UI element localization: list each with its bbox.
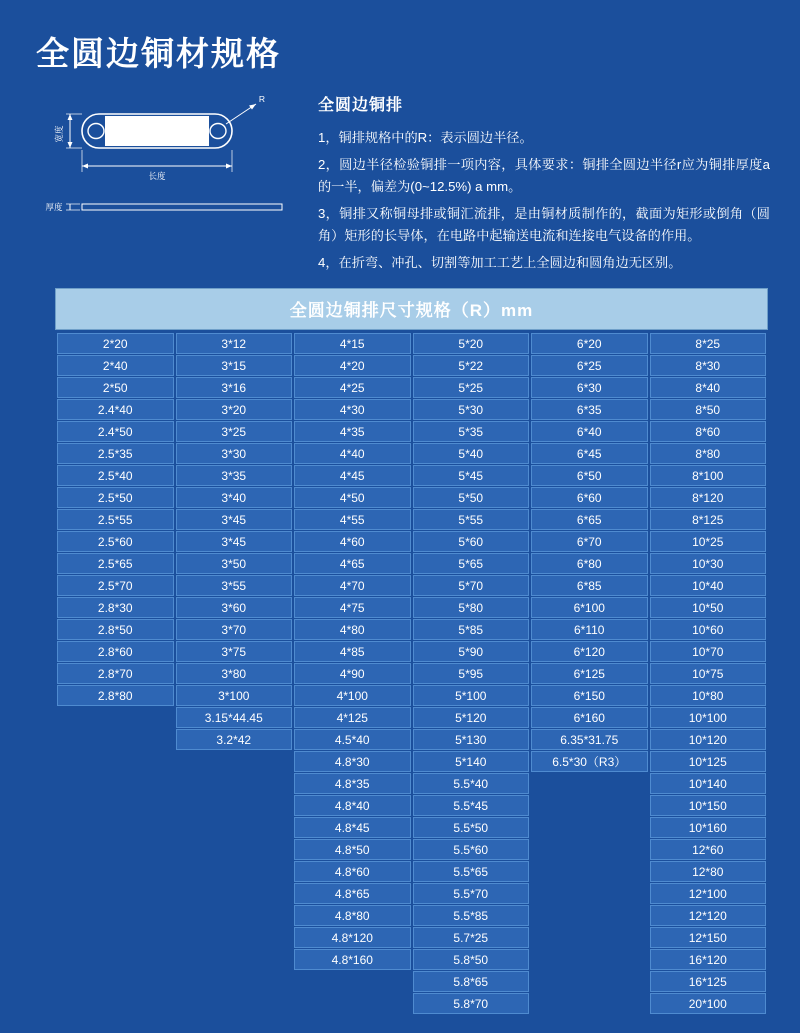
table-row	[57, 377, 766, 398]
table-row	[57, 971, 766, 992]
table-cell: 4.8*120	[294, 927, 411, 948]
table-cell: 10*120	[650, 729, 767, 750]
table-row	[57, 751, 766, 772]
table-cell-empty	[57, 927, 174, 948]
table-cell: 4*80	[294, 619, 411, 640]
table-cell: 4.8*45	[294, 817, 411, 838]
table-cell: 4*75	[294, 597, 411, 618]
table-cell: 4*125	[294, 707, 411, 728]
table-row	[57, 465, 766, 486]
table-cell: 12*60	[650, 839, 767, 860]
table-cell-empty	[531, 883, 648, 904]
table-cell-empty	[176, 795, 293, 816]
table-cell-empty	[531, 905, 648, 926]
table-cell: 2*50	[57, 377, 174, 398]
table-cell: 8*40	[650, 377, 767, 398]
table-cell: 6.35*31.75	[531, 729, 648, 750]
table-cell: 2.4*50	[57, 421, 174, 442]
table-cell: 6.5*30（R3）	[531, 751, 648, 772]
table-cell: 4*55	[294, 509, 411, 530]
table-cell-empty	[176, 751, 293, 772]
table-cell: 10*80	[650, 685, 767, 706]
table-cell: 4*35	[294, 421, 411, 442]
table-cell: 3*35	[176, 465, 293, 486]
table-cell: 5*100	[413, 685, 530, 706]
table-cell: 20*100	[650, 993, 767, 1014]
table-cell: 3*20	[176, 399, 293, 420]
table-cell-empty	[57, 993, 174, 1014]
table-cell-empty	[176, 971, 293, 992]
table-cell: 8*100	[650, 465, 767, 486]
table-row	[57, 993, 766, 1014]
table-cell: 4*100	[294, 685, 411, 706]
table-cell: 5.5*70	[413, 883, 530, 904]
table-cell: 6*80	[531, 553, 648, 574]
table-cell: 2.8*30	[57, 597, 174, 618]
table-cell-empty	[176, 949, 293, 970]
table-cell: 12*150	[650, 927, 767, 948]
table-row	[57, 817, 766, 838]
table-cell: 4*40	[294, 443, 411, 464]
table-cell: 2.5*50	[57, 487, 174, 508]
table-cell: 5.5*45	[413, 795, 530, 816]
table-cell: 4*30	[294, 399, 411, 420]
table-row	[57, 883, 766, 904]
table-cell: 2*40	[57, 355, 174, 376]
table-cell: 3*45	[176, 531, 293, 552]
table-cell: 8*25	[650, 333, 767, 354]
table-cell-empty	[176, 861, 293, 882]
table-row	[57, 773, 766, 794]
diagram-label-width: 宽度	[54, 125, 64, 143]
table-row	[57, 531, 766, 552]
table-row	[57, 949, 766, 970]
table-cell: 8*30	[650, 355, 767, 376]
table-cell: 6*160	[531, 707, 648, 728]
table-cell: 5.5*40	[413, 773, 530, 794]
diagram-label-length: 长度	[148, 171, 166, 181]
table-cell-empty	[176, 839, 293, 860]
table-cell: 5.8*70	[413, 993, 530, 1014]
table-row	[57, 707, 766, 728]
table-cell-empty	[57, 883, 174, 904]
table-cell: 2*20	[57, 333, 174, 354]
busbar-diagram-svg	[30, 92, 285, 252]
table-cell: 5*130	[413, 729, 530, 750]
spec-table	[55, 288, 768, 1015]
table-cell-empty	[176, 773, 293, 794]
table-cell: 2.8*50	[57, 619, 174, 640]
table-cell: 8*120	[650, 487, 767, 508]
table-cell: 6*35	[531, 399, 648, 420]
table-cell: 5.5*60	[413, 839, 530, 860]
table-cell: 2.4*40	[57, 399, 174, 420]
table-cell: 6*65	[531, 509, 648, 530]
spec-table-caption: 全圆边铜排尺寸规格（R）mm	[55, 288, 768, 330]
diagram-label-thickness: 厚度	[45, 202, 63, 212]
table-cell: 4.8*80	[294, 905, 411, 926]
table-cell: 3*80	[176, 663, 293, 684]
table-cell: 6*30	[531, 377, 648, 398]
table-row	[57, 729, 766, 750]
table-cell-empty	[57, 707, 174, 728]
table-cell: 6*125	[531, 663, 648, 684]
table-row	[57, 619, 766, 640]
page-title: 全圆边铜材规格	[36, 35, 281, 72]
table-cell: 8*60	[650, 421, 767, 442]
table-cell: 12*100	[650, 883, 767, 904]
info-paragraph-2: 2，圆边半径检验铜排一项内容，具体要求：铜排全圆边半径r应为铜排厚度a的一半，偏差为(0~12.5%) a mm。	[318, 157, 770, 194]
table-cell: 4*60	[294, 531, 411, 552]
table-cell: 3*15	[176, 355, 293, 376]
table-cell: 5*20	[413, 333, 530, 354]
table-cell: 4.8*35	[294, 773, 411, 794]
table-cell: 5*22	[413, 355, 530, 376]
table-row	[57, 575, 766, 596]
table-cell: 5*120	[413, 707, 530, 728]
busbar-diagram	[30, 92, 285, 252]
info-paragraph-1: 1，铜排规格中的R：表示圆边半径。	[318, 130, 533, 145]
table-cell-empty	[57, 729, 174, 750]
table-cell: 4.8*60	[294, 861, 411, 882]
table-cell: 12*80	[650, 861, 767, 882]
table-cell-empty	[176, 993, 293, 1014]
table-cell: 3*16	[176, 377, 293, 398]
table-cell: 3*12	[176, 333, 293, 354]
table-cell: 12*120	[650, 905, 767, 926]
table-cell: 5*70	[413, 575, 530, 596]
table-cell: 6*25	[531, 355, 648, 376]
table-cell: 3*60	[176, 597, 293, 618]
table-cell: 6*20	[531, 333, 648, 354]
table-cell: 10*50	[650, 597, 767, 618]
table-cell: 5*85	[413, 619, 530, 640]
table-cell: 3*55	[176, 575, 293, 596]
table-row	[57, 553, 766, 574]
table-cell: 5.5*50	[413, 817, 530, 838]
table-cell-empty	[57, 949, 174, 970]
table-cell-empty	[531, 773, 648, 794]
table-cell: 3*50	[176, 553, 293, 574]
table-row	[57, 333, 766, 354]
table-cell: 4.8*50	[294, 839, 411, 860]
table-cell-empty	[57, 839, 174, 860]
table-cell: 2.5*65	[57, 553, 174, 574]
table-cell-empty	[531, 927, 648, 948]
table-cell: 5*35	[413, 421, 530, 442]
table-cell: 4.8*160	[294, 949, 411, 970]
table-cell: 5*80	[413, 597, 530, 618]
table-row	[57, 641, 766, 662]
table-cell: 3.2*42	[176, 729, 293, 750]
table-cell: 16*120	[650, 949, 767, 970]
table-cell-empty	[531, 861, 648, 882]
table-cell: 4*45	[294, 465, 411, 486]
table-cell-empty	[531, 993, 648, 1014]
table-row	[57, 355, 766, 376]
table-cell: 2.8*70	[57, 663, 174, 684]
table-row	[57, 509, 766, 530]
table-cell: 10*100	[650, 707, 767, 728]
table-cell: 3*75	[176, 641, 293, 662]
table-row	[57, 905, 766, 926]
table-row	[57, 927, 766, 948]
table-cell: 10*30	[650, 553, 767, 574]
table-cell: 8*50	[650, 399, 767, 420]
table-row	[57, 861, 766, 882]
table-cell: 5.5*85	[413, 905, 530, 926]
table-cell-empty	[57, 795, 174, 816]
table-cell: 4*50	[294, 487, 411, 508]
table-cell: 6*150	[531, 685, 648, 706]
table-row	[57, 421, 766, 442]
table-cell: 5*45	[413, 465, 530, 486]
table-cell: 10*40	[650, 575, 767, 596]
table-cell: 5*90	[413, 641, 530, 662]
table-cell: 2.5*55	[57, 509, 174, 530]
table-cell: 4*20	[294, 355, 411, 376]
table-cell: 3*70	[176, 619, 293, 640]
diagram-label-radius: R	[258, 94, 266, 104]
table-row	[57, 839, 766, 860]
table-cell: 6*60	[531, 487, 648, 508]
table-cell: 3*25	[176, 421, 293, 442]
table-cell-empty	[531, 795, 648, 816]
table-cell: 10*140	[650, 773, 767, 794]
table-cell: 6*45	[531, 443, 648, 464]
table-cell-empty	[57, 773, 174, 794]
table-cell: 10*25	[650, 531, 767, 552]
table-cell: 5*55	[413, 509, 530, 530]
table-cell-empty	[57, 971, 174, 992]
table-cell: 4.8*40	[294, 795, 411, 816]
info-heading: 全圆边铜排	[318, 97, 404, 114]
table-cell: 2.8*60	[57, 641, 174, 662]
table-cell: 3*40	[176, 487, 293, 508]
table-cell: 2.5*35	[57, 443, 174, 464]
table-cell: 10*60	[650, 619, 767, 640]
table-cell: 6*40	[531, 421, 648, 442]
table-cell: 4*15	[294, 333, 411, 354]
table-cell: 6*85	[531, 575, 648, 596]
table-cell: 5*60	[413, 531, 530, 552]
table-cell-empty	[57, 861, 174, 882]
table-cell: 4*85	[294, 641, 411, 662]
table-cell: 8*80	[650, 443, 767, 464]
table-row	[57, 663, 766, 684]
table-cell-empty	[531, 971, 648, 992]
table-cell: 5.8*50	[413, 949, 530, 970]
table-cell: 6*120	[531, 641, 648, 662]
table-cell: 3*45	[176, 509, 293, 530]
table-row	[57, 399, 766, 420]
table-cell: 5*40	[413, 443, 530, 464]
table-cell: 5.7*25	[413, 927, 530, 948]
table-cell: 4*90	[294, 663, 411, 684]
table-cell: 5*30	[413, 399, 530, 420]
table-cell: 3*100	[176, 685, 293, 706]
table-cell: 4.8*65	[294, 883, 411, 904]
table-cell: 5.5*65	[413, 861, 530, 882]
table-cell: 4*65	[294, 553, 411, 574]
table-cell: 10*70	[650, 641, 767, 662]
table-cell-empty	[57, 817, 174, 838]
table-cell-empty	[531, 817, 648, 838]
info-paragraph-4: 4，在折弯、冲孔、切割等加工工艺上全圆边和圆角边无区别。	[318, 254, 682, 270]
table-cell: 5.8*65	[413, 971, 530, 992]
table-cell-empty	[176, 817, 293, 838]
table-cell-empty	[531, 949, 648, 970]
table-row	[57, 795, 766, 816]
table-row	[57, 487, 766, 508]
table-cell: 4*70	[294, 575, 411, 596]
table-cell: 2.5*60	[57, 531, 174, 552]
table-cell-empty	[176, 883, 293, 904]
table-cell: 6*110	[531, 619, 648, 640]
table-cell-empty	[176, 905, 293, 926]
table-row	[57, 597, 766, 618]
table-cell: 3*30	[176, 443, 293, 464]
table-cell: 3.15*44.45	[176, 707, 293, 728]
table-cell-empty	[294, 993, 411, 1014]
spec-table-grid	[55, 332, 768, 1015]
table-cell: 2.8*80	[57, 685, 174, 706]
table-cell: 8*125	[650, 509, 767, 530]
table-cell-empty	[294, 971, 411, 992]
table-row	[57, 685, 766, 706]
table-cell-empty	[531, 839, 648, 860]
table-cell: 4.8*30	[294, 751, 411, 772]
table-cell: 5*65	[413, 553, 530, 574]
table-cell: 2.5*40	[57, 465, 174, 486]
table-cell: 5*25	[413, 377, 530, 398]
table-cell: 6*70	[531, 531, 648, 552]
table-cell: 5*50	[413, 487, 530, 508]
table-cell: 4.5*40	[294, 729, 411, 750]
table-cell-empty	[176, 927, 293, 948]
table-cell: 2.5*70	[57, 575, 174, 596]
table-cell-empty	[57, 905, 174, 926]
table-cell: 6*50	[531, 465, 648, 486]
table-cell: 16*125	[650, 971, 767, 992]
table-cell: 10*125	[650, 751, 767, 772]
info-paragraph-3: 3，铜排又称铜母排或铜汇流排，是由铜材质制作的，截面为矩形或倒角（圆角）矩形的长导体，在电路中起输送电流和连接电气设备的作用。	[318, 206, 770, 243]
table-cell: 10*150	[650, 795, 767, 816]
table-row	[57, 443, 766, 464]
table-cell: 5*95	[413, 663, 530, 684]
table-cell-empty	[57, 751, 174, 772]
table-cell: 5*140	[413, 751, 530, 772]
table-cell: 10*75	[650, 663, 767, 684]
info-block	[318, 92, 770, 279]
table-cell: 4*25	[294, 377, 411, 398]
table-cell: 10*160	[650, 817, 767, 838]
table-cell: 6*100	[531, 597, 648, 618]
